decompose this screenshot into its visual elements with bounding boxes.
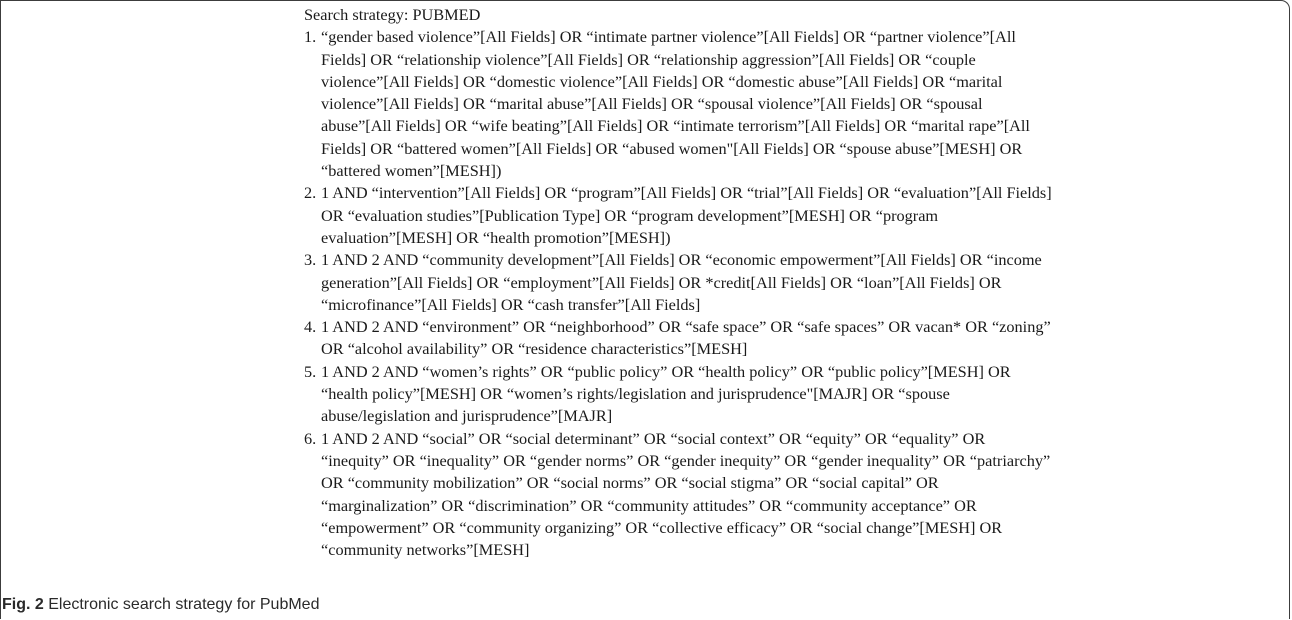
query-number: 1. <box>304 27 317 47</box>
query-item-2 <box>304 182 1054 249</box>
caption-text: Electronic search strategy for PubMed <box>48 596 320 613</box>
strategy-title: Search strategy: PUBMED <box>304 5 481 24</box>
query-number: 6. <box>304 428 317 448</box>
caption-label: Fig. 2 <box>2 596 44 613</box>
query-list <box>304 26 1054 561</box>
query-item-3 <box>304 249 1054 316</box>
query-text: 1 AND 2 AND “community development”[All Fields] OR “economic empowerment”[All Fields] OR “income generation”[All Fields] OR “employment”[All Fields] OR *credit[All Fields] OR “loan”[All Fields] OR “microfinance”[All Fields] OR “cash transfer”[All Fields] <box>321 250 1042 314</box>
query-text: 1 AND 2 AND “women’s rights” OR “public policy” OR “health policy” OR “public policy”[MESH] OR “health policy”[MESH] OR “women’s rights/legislation and jurisprudence"[MAJR] OR “spouse abuse/legislation and jurisprudence”[MAJR] <box>321 361 1011 426</box>
query-text: 1 AND 2 AND “social” OR “social determinant” OR “social context” OR “equity” OR “equality” OR “inequity” OR “inequality” OR “gender norms” OR “gender inequity” OR “gender inequality” OR “patriarchy” OR “community mobilization” OR “social norms” OR “social stigma” OR “social capital” OR “marginalization” OR “discrimination” OR “community attitudes” OR “community acceptance” OR “empowerment” OR “community organizing” OR “collective efficacy” OR “social change”[MESH] OR “community networks”[MESH] <box>321 428 1051 560</box>
figure-body <box>304 4 1054 561</box>
query-item-4 <box>304 316 1054 361</box>
query-item-5 <box>304 361 1054 428</box>
query-text: “gender based violence”[All Fields] OR “intimate partner violence”[All Fields] OR “partner violence”[All Fields] OR “relationship violence”[All Fields] OR “relationship aggression”[All Fields] OR “couple violence”[All Fields] OR “domestic violence”[All Fields] OR “domestic abuse”[All Fields] OR “marital violence”[All Fields] OR “marital abuse”[All Fields] OR “spousal violence”[All Fields] OR “spousal abuse”[All Fields] OR “wife beating”[All Fields] OR “intimate terrorism”[All Fields] OR “marital rape”[All Fields] OR “battered women”[All Fields] OR “abused women"[All Fields] OR “spouse abuse”[MESH] OR “battered women”[MESH]) <box>321 27 1030 181</box>
query-text: 1 AND 2 AND “environment” OR “neighborhood” OR “safe space” OR “safe spaces” OR vacan* OR “zoning” OR “alcohol availability” OR “residence characteristics”[MESH] <box>321 317 1051 359</box>
query-text: 1 AND “intervention”[All Fields] OR “program”[All Fields] OR “trial”[All Fields] OR “evaluation”[All Fields] OR “evaluation studies”[Publication Type] OR “program development”[MESH] OR “program evaluation”[MESH] OR “health promotion”[MESH]) <box>321 183 1052 247</box>
query-number: 5. <box>304 361 317 381</box>
query-item-1 <box>304 26 1054 182</box>
figure-caption <box>2 594 319 616</box>
query-number: 3. <box>304 250 317 270</box>
query-number: 4. <box>304 317 317 337</box>
query-number: 2. <box>304 183 317 203</box>
query-item-6 <box>304 428 1054 562</box>
